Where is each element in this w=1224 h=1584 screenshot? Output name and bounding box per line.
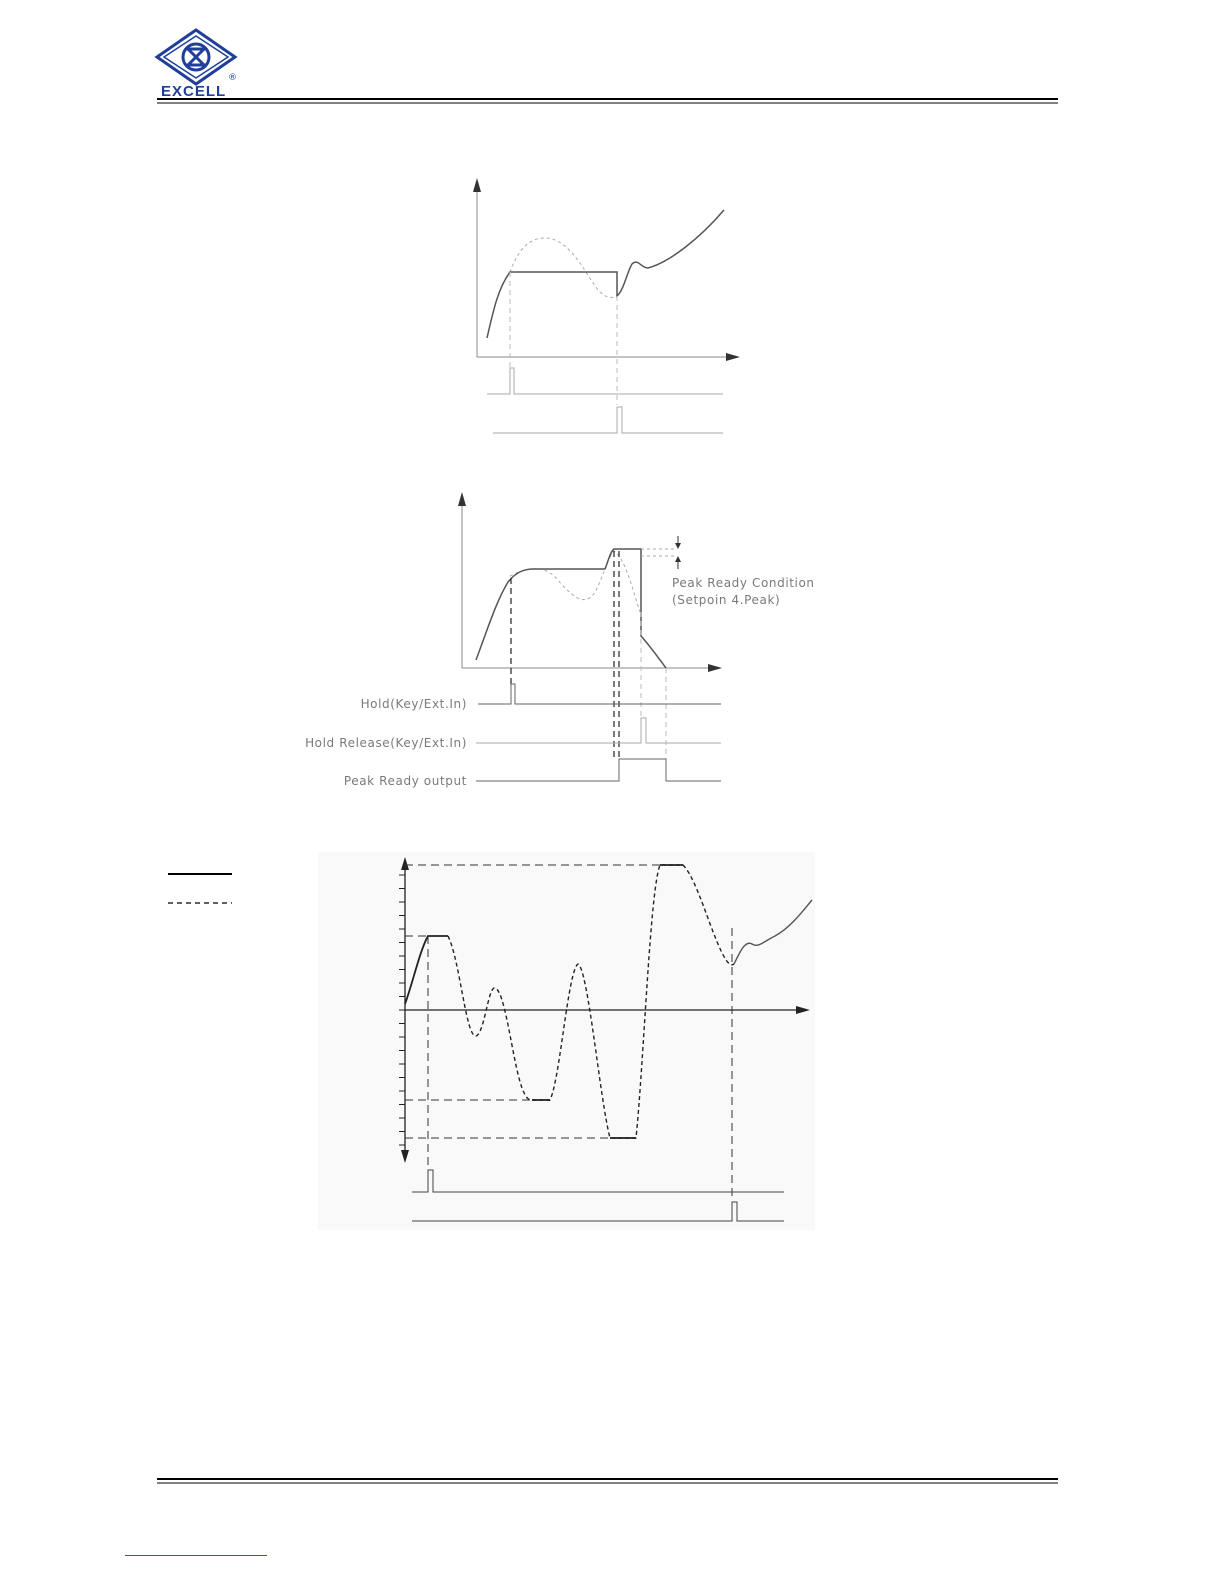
hold-signal-label: Hold(Key/Ext.In) (360, 697, 467, 711)
footer-link-underline[interactable] (125, 1555, 267, 1556)
peak-ready-output-label: Peak Ready output (343, 774, 467, 788)
brand-wordmark: EXCELL (161, 83, 227, 100)
excell-diamond-logo (157, 30, 235, 84)
diagram-2-peak-ready (458, 492, 722, 781)
registered-mark: ® (228, 73, 237, 83)
peak-ready-condition-label: Peak Ready Condition (672, 576, 815, 590)
peak-ready-setpoint-label: (Setpoin 4.Peak) (672, 593, 781, 607)
diagram-3-bipolar-peak (318, 852, 815, 1230)
hold-release-signal-label: Hold Release(Key/Ext.In) (305, 736, 467, 750)
diagram-1-peak-hold (473, 178, 740, 433)
